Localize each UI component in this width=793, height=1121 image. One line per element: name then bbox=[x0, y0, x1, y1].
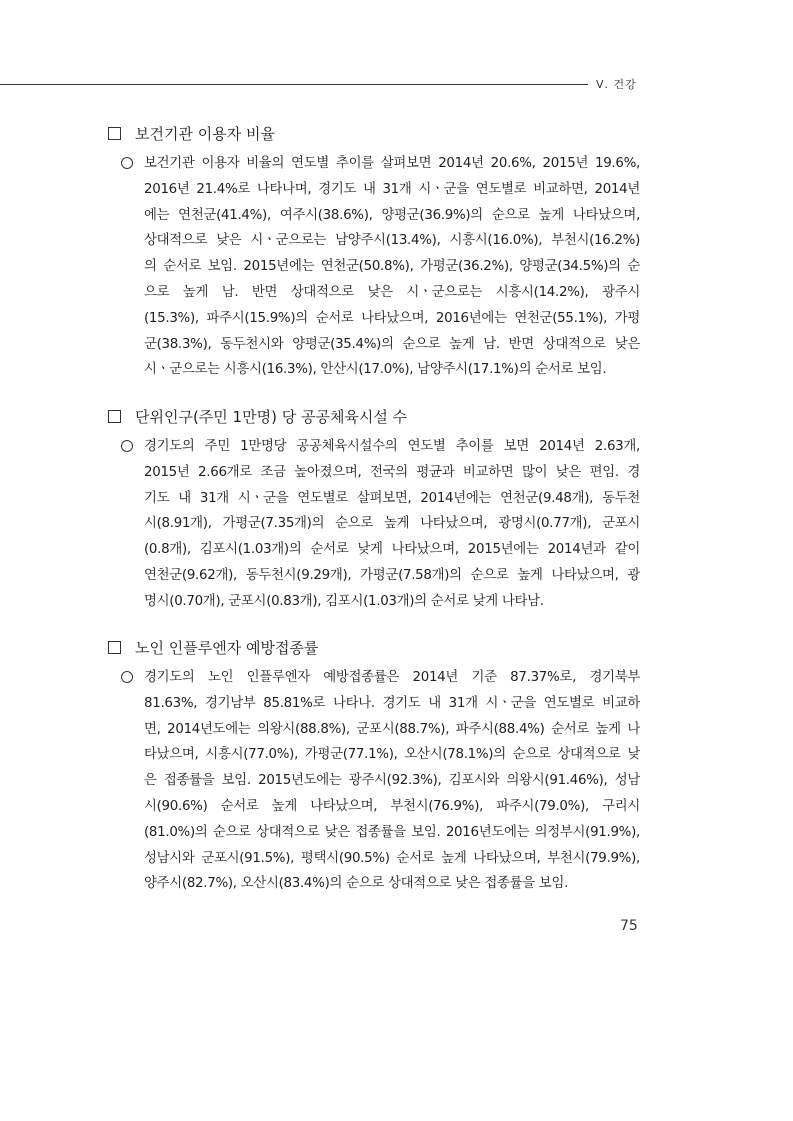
paragraph-line: 2016년 21.4%로 나타나며, 경기도 내 31개 시ㆍ군을 연도별로 비교하면, 2014년 bbox=[144, 181, 640, 197]
checkbox-square-icon bbox=[108, 641, 121, 654]
bullet-paragraph bbox=[105, 665, 645, 897]
section-title-row bbox=[105, 404, 645, 428]
paragraph-line: 면, 2014년도에는 의왕시(88.8%), 군포시(88.7%), 파주시(88.4%) 순서로 높게 나 bbox=[144, 721, 640, 737]
page-number: 75 bbox=[620, 918, 638, 934]
paragraph-line: 명시(0.70개), 군포시(0.83개), 김포시(1.03개)의 순서로 낮게 나타남. bbox=[144, 593, 544, 609]
paragraph-line: 시(8.91개), 가평군(7.35개)의 순으로 높게 나타났으며, 광명시(0.77개), 군포시 bbox=[144, 516, 640, 532]
section-sports-facilities bbox=[105, 404, 645, 615]
paragraph-lines bbox=[144, 665, 640, 897]
paragraph-line: 에는 연천군(41.4%), 여주시(38.6%), 양평군(36.9%)의 순으로 높게 나타났으며, bbox=[144, 207, 640, 223]
paragraph-line: 경기도의 주민 1만명당 공공체육시설수의 연도별 추이를 보면 2014년 2.63개, bbox=[144, 439, 640, 454]
paragraph-line: 시ㆍ군으로는 시흥시(16.3%), 안산시(17.0%), 남양주시(17.1%)의 순서로 보임. bbox=[144, 362, 607, 378]
circle-bullet-icon bbox=[121, 440, 133, 452]
circle-bullet-icon bbox=[121, 671, 133, 683]
section-title-row bbox=[105, 635, 645, 659]
paragraph-line: 양주시(82.7%), 오산시(83.4%)의 순으로 상대적으로 낮은 접종률을 보임. bbox=[144, 876, 569, 892]
paragraph-line: 보건기관 이용자 비율의 연도별 추이를 살펴보면 2014년 20.6%, 2015년 19.6%, bbox=[144, 156, 640, 171]
paragraph-line: 연천군(9.62개), 동두천시(9.29개), 가평군(7.58개)의 순으로 높게 나타났으며, 광 bbox=[144, 567, 640, 583]
section-title: 보건기관 이용자 비율 bbox=[135, 124, 275, 143]
paragraph-line: 성남시와 군포시(91.5%), 평택시(90.5%) 순서로 높게 나타났으며, 부천시(79.9%), bbox=[144, 850, 640, 866]
section-flu-vaccination bbox=[105, 635, 645, 897]
paragraph-line: (0.8개), 김포시(1.03개)의 순서로 낮게 나타났으며, 2015년에는 2014년과 같이 bbox=[144, 542, 640, 558]
paragraph-line: 으로 높게 남. 반면 상대적으로 낮은 시ㆍ군으로는 시흥시(14.2%), 광주시 bbox=[144, 284, 640, 300]
paragraph-line: (15.3%), 파주시(15.9%)의 순서로 나타났으며, 2016년에는 연천군(55.1%), 가평 bbox=[144, 310, 640, 326]
checkbox-square-icon bbox=[108, 410, 121, 423]
paragraph-lines bbox=[144, 434, 640, 615]
running-title: Ⅴ. 건강 bbox=[596, 78, 637, 91]
circle-bullet-icon bbox=[121, 157, 133, 169]
header-rule bbox=[0, 84, 588, 85]
paragraph-line: 의 순서로 보임. 2015년에는 연천군(50.8%), 가평군(36.2%), 양평군(34.5%)의 순 bbox=[144, 259, 640, 275]
paragraph-line: 경기도의 노인 인플루엔자 예방접종률은 2014년 기준 87.37%로, 경기북부 bbox=[144, 670, 640, 685]
bullet-paragraph bbox=[105, 151, 645, 383]
section-health-center-usage bbox=[105, 121, 645, 383]
section-title: 노인 인플루엔자 예방접종률 bbox=[135, 638, 319, 657]
paragraph-line: 시(90.6%) 순서로 높게 나타났으며, 부천시(76.9%), 파주시(79.0%), 구리시 bbox=[144, 798, 640, 814]
section-title: 단위인구(주민 1만명) 당 공공체육시설 수 bbox=[135, 407, 408, 426]
paragraph-line: 81.63%, 경기남부 85.81%로 나타나. 경기도 내 31개 시ㆍ군을 연도별로 비교하 bbox=[144, 695, 640, 711]
paragraph-lines bbox=[144, 151, 640, 383]
paragraph-line: 타났으며, 시흥시(77.0%), 가평군(77.1%), 오산시(78.1%)의 순으로 상대적으로 낮 bbox=[144, 747, 640, 763]
paragraph-line: 군(38.3%), 동두천시와 양평군(35.4%)의 순으로 높게 남. 반면 상대적으로 낮은 bbox=[144, 336, 640, 352]
section-title-row bbox=[105, 121, 645, 145]
paragraph-line: (81.0%)의 순으로 상대적으로 낮은 접종률을 보임. 2016년도에는 의정부시(91.9%), bbox=[144, 824, 640, 840]
paragraph-line: 2015년 2.66개로 조금 높아졌으며, 전국의 평균과 비교하면 많이 낮은 편임. 경 bbox=[144, 464, 640, 480]
paragraph-line: 기도 내 31개 시ㆍ군을 연도별로 살펴보면, 2014년에는 연천군(9.48개), 동두천 bbox=[144, 490, 640, 506]
bullet-paragraph bbox=[105, 434, 645, 615]
paragraph-line: 은 접종률을 보임. 2015년도에는 광주시(92.3%), 김포시와 의왕시(91.46%), 성남 bbox=[144, 773, 640, 789]
paragraph-line: 상대적으로 낮은 시ㆍ군으로는 남양주시(13.4%), 시흥시(16.0%), 부천시(16.2%) bbox=[144, 233, 640, 249]
checkbox-square-icon bbox=[108, 127, 121, 140]
